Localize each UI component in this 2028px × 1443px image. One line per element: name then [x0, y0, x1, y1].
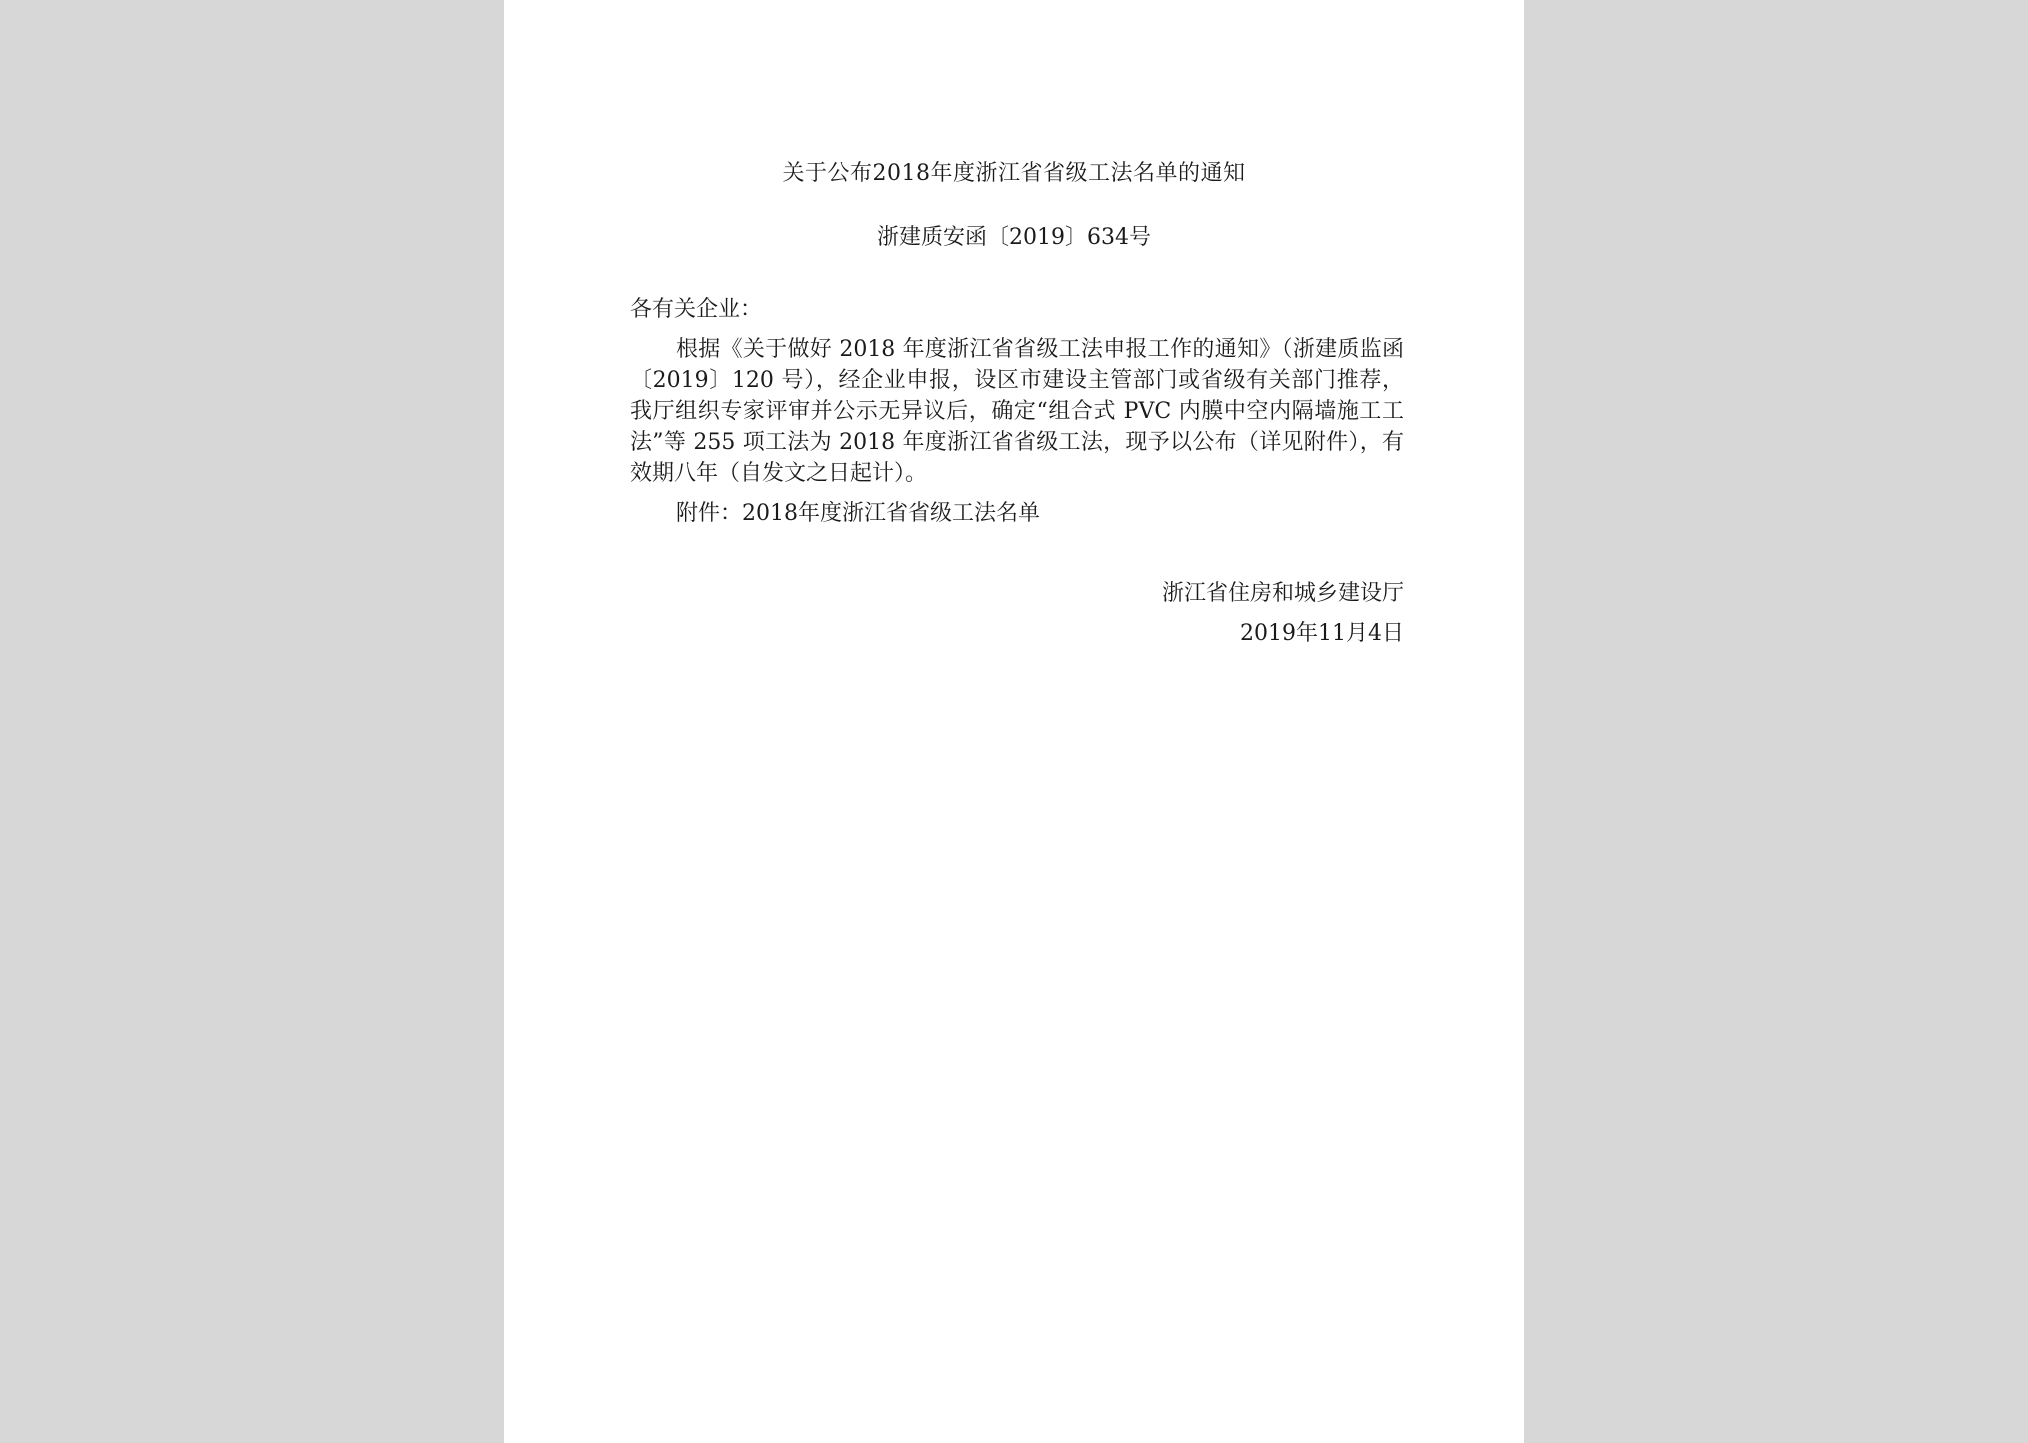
- page-title: 关于公布2018年度浙江省省级工法名单的通知: [782, 161, 1246, 186]
- signer: 浙江省住房和城乡建设厅: [1161, 581, 1404, 606]
- document-number: 浙建质安函〔2019〕634号: [877, 225, 1151, 250]
- salutation: 各有关企业：: [630, 297, 763, 322]
- sign-date: 2019年11月4日: [1240, 621, 1404, 646]
- document-page: [504, 0, 1524, 1443]
- attachment-line: 附件：2018年度浙江省省级工法名单: [676, 501, 1040, 526]
- body-paragraph: 根据《关于做好 2018 年度浙江省省级工法申报工作的通知》（浙建质监函〔2019〕120 号），经企业申报，设区市建设主管部门或省级有关部门推荐，我厅组织专家评审并公示无异议后，确定“组合式 PVC 内膜中空内隔墙施工工法”等 255 项工法为 2018 年度浙江省省级工法，现予以公布（详见附件），有效期八年（自发文之日起计）。: [630, 337, 1404, 486]
